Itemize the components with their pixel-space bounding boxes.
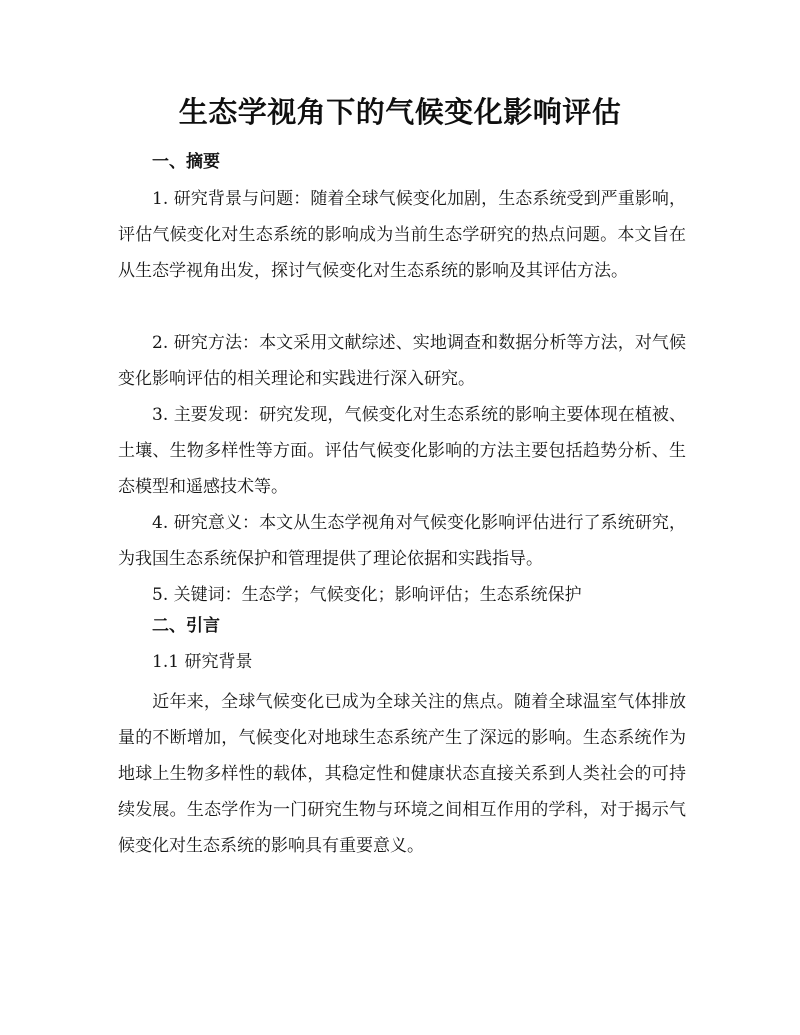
intro-paragraph [118,684,686,864]
abstract-item-5 [118,577,686,613]
abstract-item-2-text: 2. 研究方法：本文采用文献综述、实地调查和数据分析等方法，对气候变化影响评估的相关理论和实践进行深入研究。 [118,333,686,389]
intro-paragraph-text: 近年来，全球气候变化已成为全球关注的焦点。随着全球温室气体排放量的不断增加，气候变化对地球生态系统产生了深远的影响。生态系统作为地球上生物多样性的载体，其稳定性和健康状态直接关系到人类社会的可持续发展。生态学作为一门研究生物与环境之间相互作用的学科，对于揭示气候变化对生态系统的影响具有重要意义。 [118,692,686,856]
intro-sub-heading: 1.1 研究背景 [152,652,253,672]
abstract-item-4 [118,505,686,577]
document-title: 生态学视角下的气候变化影响评估 [178,95,622,129]
abstract-item-3-text: 3. 主要发现：研究发现，气候变化对生态系统的影响主要体现在植被、土壤、生物多样性等方面。评估气候变化影响的方法主要包括趋势分析、生态模型和遥感技术等。 [118,405,686,497]
abstract-item-1-text: 1. 研究背景与问题：随着全球气候变化加剧，生态系统受到严重影响，评估气候变化对生态系统的影响成为当前生态学研究的热点问题。本文旨在从生态学视角出发，探讨气候变化对生态系统的影响及其评估方法。 [118,189,686,281]
abstract-item-3 [118,397,686,505]
abstract-item-2 [118,325,686,397]
abstract-heading: 一、摘要 [152,152,220,172]
abstract-item-4-text: 4. 研究意义：本文从生态学视角对气候变化影响评估进行了系统研究，为我国生态系统保护和管理提供了理论依据和实践指导。 [118,513,686,569]
abstract-item-5-text: 5. 关键词：生态学；气候变化；影响评估；生态系统保护 [152,585,582,605]
abstract-item-1 [118,181,686,289]
intro-heading: 二、引言 [152,616,220,636]
